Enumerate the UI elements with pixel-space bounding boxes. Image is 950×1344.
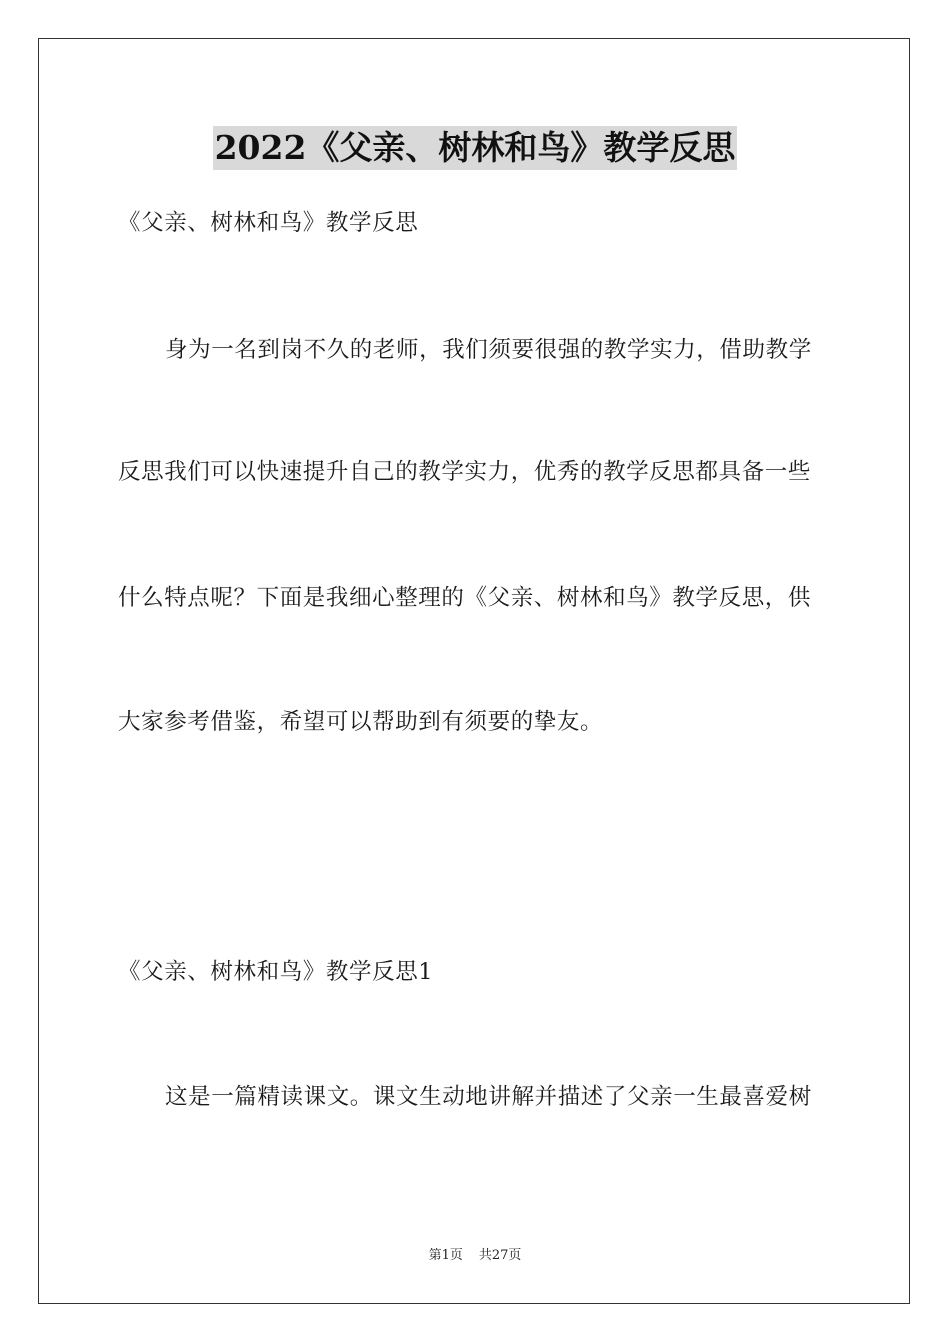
title-container (0, 126, 950, 170)
paragraph-line: 反思我们可以快速提升自己的教学实力，优秀的教学反思都具备一些 (118, 459, 812, 485)
paragraph-line: 这是一篇精读课文。课文生动地讲解并描述了父亲一生最喜爱树 (165, 1084, 812, 1110)
section-heading: 《父亲、树林和鸟》教学反思1 (118, 959, 434, 985)
document-subtitle: 《父亲、树林和鸟》教学反思 (118, 210, 419, 236)
paragraph-line: 大家参考借鉴，希望可以帮助到有须要的挚友。 (118, 709, 604, 735)
paragraph-line: 身为一名到岗不久的老师，我们须要很强的教学实力，借助教学 (165, 337, 812, 363)
document-title: 2022《父亲、树林和鸟》教学反思 (213, 126, 738, 170)
page-number: 第1页 (428, 1248, 463, 1263)
paragraph-line: 什么特点呢？下面是我细心整理的《父亲、树林和鸟》教学反思，供 (118, 585, 812, 611)
page-footer (0, 1247, 950, 1265)
page-total: 共27页 (478, 1248, 522, 1263)
